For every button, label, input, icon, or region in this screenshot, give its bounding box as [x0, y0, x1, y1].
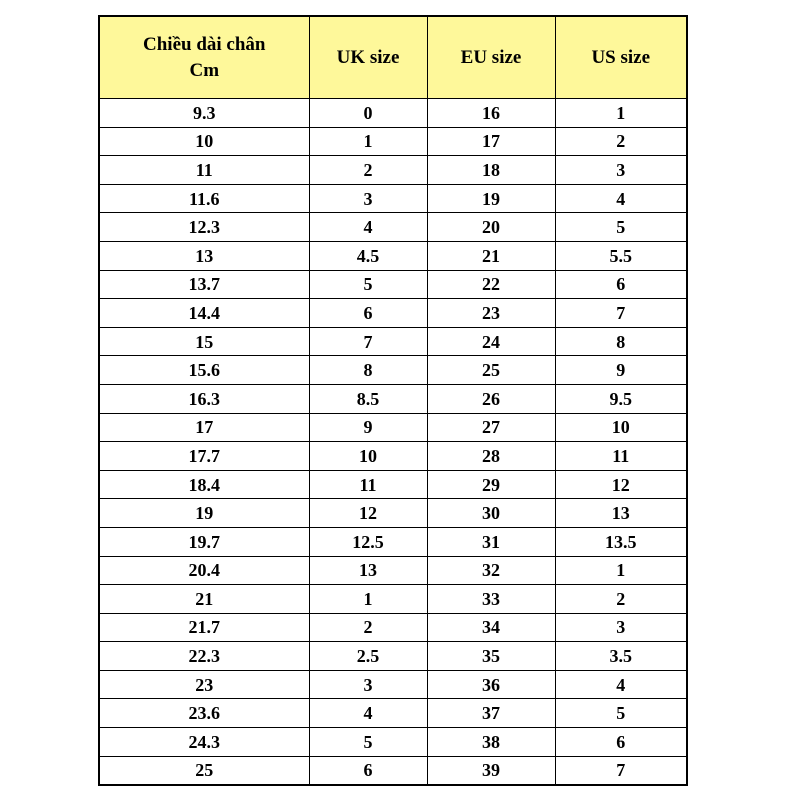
table-row: [99, 728, 687, 757]
table-row: [99, 470, 687, 499]
header-foot-length: [99, 16, 309, 99]
table-row: [99, 613, 687, 642]
cell-foot-length-cm: 17: [99, 413, 309, 442]
cell-us-size: 3: [555, 613, 687, 642]
cell-us-size: 9: [555, 356, 687, 385]
cell-uk-size: 5: [309, 728, 427, 757]
cell-uk-size: 13: [309, 556, 427, 585]
cell-uk-size: 7: [309, 327, 427, 356]
cell-us-size: 3: [555, 156, 687, 185]
table-row: [99, 213, 687, 242]
table-row: [99, 127, 687, 156]
cell-eu-size: 38: [427, 728, 555, 757]
table-row: [99, 699, 687, 728]
header-eu-size: EU size: [427, 16, 555, 99]
cell-uk-size: 8.5: [309, 384, 427, 413]
cell-us-size: 7: [555, 299, 687, 328]
cell-eu-size: 35: [427, 642, 555, 671]
table-row: [99, 99, 687, 128]
cell-eu-size: 34: [427, 613, 555, 642]
cell-foot-length-cm: 18.4: [99, 470, 309, 499]
cell-us-size: 2: [555, 585, 687, 614]
cell-foot-length-cm: 13.7: [99, 270, 309, 299]
cell-eu-size: 39: [427, 756, 555, 785]
table-row: [99, 442, 687, 471]
cell-us-size: 11: [555, 442, 687, 471]
table-row: [99, 556, 687, 585]
cell-eu-size: 32: [427, 556, 555, 585]
cell-us-size: 6: [555, 728, 687, 757]
cell-uk-size: 9: [309, 413, 427, 442]
cell-foot-length-cm: 21: [99, 585, 309, 614]
table-row: [99, 756, 687, 785]
table-row: [99, 299, 687, 328]
cell-foot-length-cm: 12.3: [99, 213, 309, 242]
table-row: [99, 527, 687, 556]
table-row: [99, 642, 687, 671]
cell-foot-length-cm: 13: [99, 241, 309, 270]
cell-eu-size: 20: [427, 213, 555, 242]
cell-foot-length-cm: 15: [99, 327, 309, 356]
header-uk-size: UK size: [309, 16, 427, 99]
cell-us-size: 8: [555, 327, 687, 356]
cell-us-size: 7: [555, 756, 687, 785]
cell-foot-length-cm: 15.6: [99, 356, 309, 385]
cell-uk-size: 4: [309, 213, 427, 242]
table-row: [99, 327, 687, 356]
cell-foot-length-cm: 10: [99, 127, 309, 156]
table-body: [99, 99, 687, 786]
table-row: [99, 156, 687, 185]
cell-eu-size: 26: [427, 384, 555, 413]
cell-eu-size: 27: [427, 413, 555, 442]
cell-eu-size: 36: [427, 670, 555, 699]
cell-uk-size: 8: [309, 356, 427, 385]
cell-us-size: 5: [555, 213, 687, 242]
table-row: [99, 670, 687, 699]
cell-uk-size: 3: [309, 184, 427, 213]
cell-foot-length-cm: 14.4: [99, 299, 309, 328]
cell-eu-size: 33: [427, 585, 555, 614]
cell-uk-size: 3: [309, 670, 427, 699]
cell-eu-size: 18: [427, 156, 555, 185]
cell-foot-length-cm: 11: [99, 156, 309, 185]
cell-uk-size: 2: [309, 613, 427, 642]
cell-foot-length-cm: 16.3: [99, 384, 309, 413]
cell-foot-length-cm: 25: [99, 756, 309, 785]
cell-foot-length-cm: 9.3: [99, 99, 309, 128]
cell-us-size: 9.5: [555, 384, 687, 413]
cell-us-size: 10: [555, 413, 687, 442]
cell-uk-size: 12: [309, 499, 427, 528]
cell-eu-size: 21: [427, 241, 555, 270]
cell-foot-length-cm: 21.7: [99, 613, 309, 642]
cell-us-size: 13: [555, 499, 687, 528]
cell-eu-size: 31: [427, 527, 555, 556]
cell-us-size: 5: [555, 699, 687, 728]
cell-us-size: 4: [555, 184, 687, 213]
cell-foot-length-cm: 19: [99, 499, 309, 528]
cell-eu-size: 22: [427, 270, 555, 299]
cell-uk-size: 6: [309, 299, 427, 328]
cell-foot-length-cm: 11.6: [99, 184, 309, 213]
table-row: [99, 241, 687, 270]
table-row: [99, 270, 687, 299]
cell-eu-size: 19: [427, 184, 555, 213]
cell-uk-size: 2: [309, 156, 427, 185]
cell-foot-length-cm: 17.7: [99, 442, 309, 471]
cell-us-size: 13.5: [555, 527, 687, 556]
cell-uk-size: 1: [309, 585, 427, 614]
cell-uk-size: 11: [309, 470, 427, 499]
cell-eu-size: 29: [427, 470, 555, 499]
cell-uk-size: 4.5: [309, 241, 427, 270]
cell-us-size: 4: [555, 670, 687, 699]
cell-us-size: 2: [555, 127, 687, 156]
cell-us-size: 3.5: [555, 642, 687, 671]
cell-us-size: 1: [555, 556, 687, 585]
cell-uk-size: 1: [309, 127, 427, 156]
table-row: [99, 585, 687, 614]
table-row: [99, 384, 687, 413]
cell-foot-length-cm: 23: [99, 670, 309, 699]
cell-foot-length-cm: 22.3: [99, 642, 309, 671]
cell-foot-length-cm: 23.6: [99, 699, 309, 728]
table-row: [99, 413, 687, 442]
cell-eu-size: 28: [427, 442, 555, 471]
cell-eu-size: 23: [427, 299, 555, 328]
cell-uk-size: 12.5: [309, 527, 427, 556]
cell-eu-size: 30: [427, 499, 555, 528]
table-row: [99, 184, 687, 213]
cell-us-size: 6: [555, 270, 687, 299]
cell-foot-length-cm: 20.4: [99, 556, 309, 585]
cell-eu-size: 25: [427, 356, 555, 385]
header-foot-length-unit: Cm: [189, 59, 220, 81]
table-row: [99, 356, 687, 385]
cell-foot-length-cm: 24.3: [99, 728, 309, 757]
cell-uk-size: 5: [309, 270, 427, 299]
cell-uk-size: 6: [309, 756, 427, 785]
cell-eu-size: 16: [427, 99, 555, 128]
header-us-size: US size: [555, 16, 687, 99]
cell-foot-length-cm: 19.7: [99, 527, 309, 556]
shoe-size-table: [98, 15, 688, 786]
cell-us-size: 5.5: [555, 241, 687, 270]
cell-us-size: 12: [555, 470, 687, 499]
cell-uk-size: 10: [309, 442, 427, 471]
cell-us-size: 1: [555, 99, 687, 128]
cell-eu-size: 37: [427, 699, 555, 728]
cell-uk-size: 4: [309, 699, 427, 728]
cell-eu-size: 24: [427, 327, 555, 356]
cell-uk-size: 2.5: [309, 642, 427, 671]
cell-eu-size: 17: [427, 127, 555, 156]
header-foot-length-label: Chiều dài chân: [143, 33, 266, 55]
table-row: [99, 499, 687, 528]
table-header-row: [99, 16, 687, 99]
cell-uk-size: 0: [309, 99, 427, 128]
